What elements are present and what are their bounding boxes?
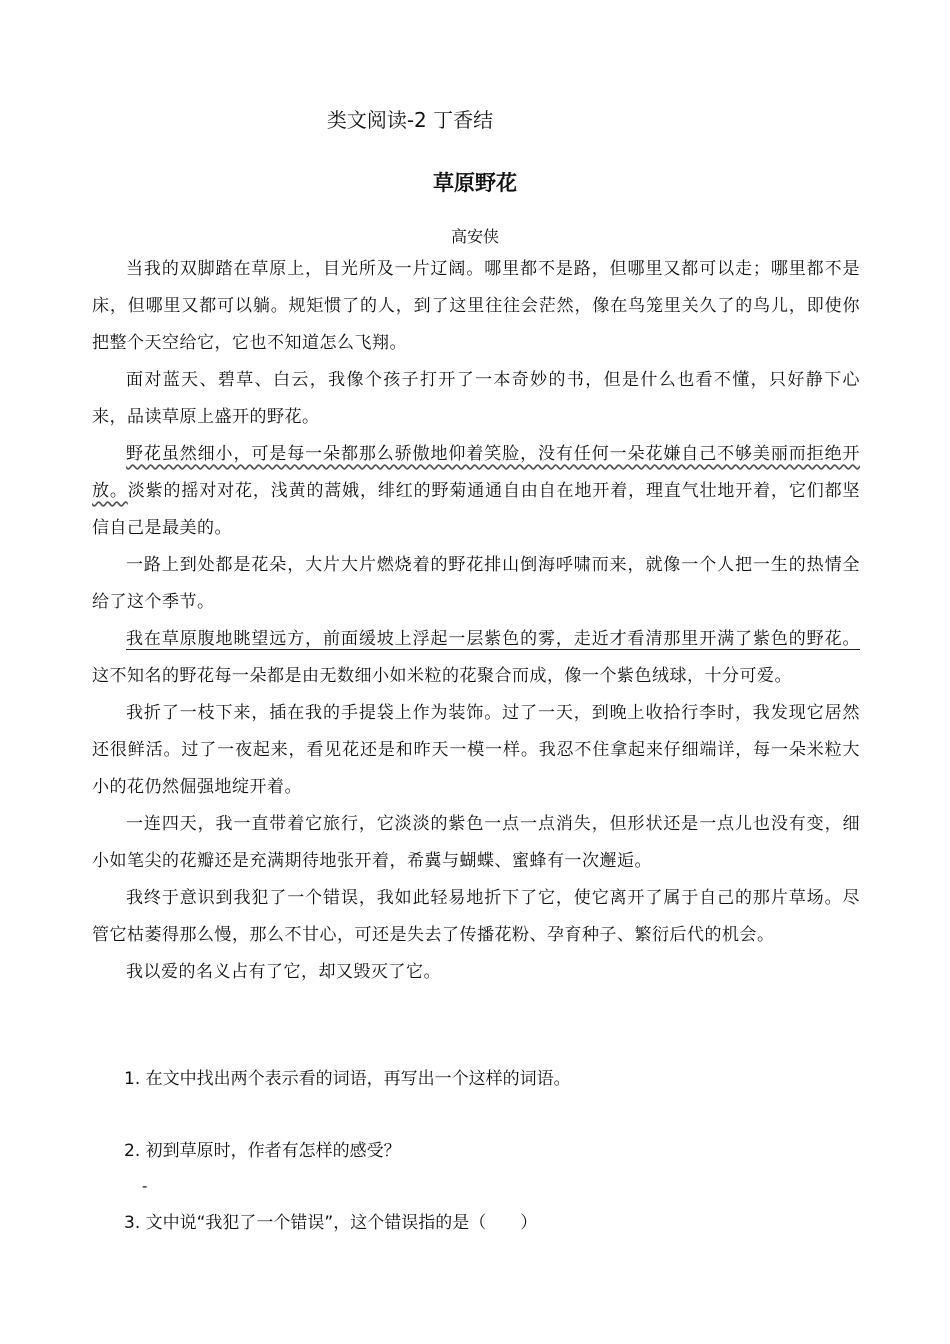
article-body	[92, 251, 860, 991]
paragraph-7: 一连四天，我一直带着它旅行，它淡淡的紫色一点一点消失，但形状还是一点儿也没有变，细小如笔尖的花瓣还是充满期待地张开着，希冀与蝴蝶、蜜蜂有一次邂逅。	[92, 814, 860, 871]
author-name: 高安侠	[450, 227, 499, 246]
underlined-sentence: 我在草原腹地眺望远方，前面缓坡上浮起一层紫色的雾，走近才看清那里开满了紫色的野花。	[126, 629, 860, 649]
question-1: 1. 在文中找出两个表示看的词语，再写出一个这样的词语。	[124, 1069, 571, 1089]
paragraph-3	[92, 436, 860, 547]
paragraph-5-rest: 这不知名的野花每一朵都是由无数细小如米粒的花聚合而成，像一个紫色绒球，十分可爱。	[92, 666, 792, 686]
wavy-underlined-sentence: 野花虽然细小，可是每一朵都那么骄傲地仰着笑脸，没有任何一朵花嫌自己不够美丽而拒绝开放。	[92, 444, 860, 501]
paragraph-3-rest: 淡紫的摇对对花，浅黄的蒿娥，绯红的野菊通通自由自在地开着，理直气壮地开着，它们都坚信自己是最美的。	[92, 481, 861, 538]
paragraph-5	[92, 621, 860, 695]
paragraph-4: 一路上到处都是花朵，大片大片燃烧着的野花排山倒海呼啸而来，就像一个人把一生的热情全给了这个季节。	[92, 555, 860, 612]
question-3: 3. 文中说“我犯了一个错误”，这个错误指的是（ ）	[124, 1213, 538, 1233]
article-title: 草原野花	[433, 171, 517, 195]
question-2: 2. 初到草原时，作者有怎样的感受？	[124, 1141, 401, 1161]
paragraph-2: 面对蓝天、碧草、白云，我像个孩子打开了一本奇妙的书，但是什么也看不懂，只好静下心来，品读草原上盛开的野花。	[92, 370, 860, 427]
series-title: 类文阅读-2 丁香结	[326, 108, 494, 132]
paragraph-1: 当我的双脚踏在草原上，目光所及一片辽阔。哪里都不是路，但哪里又都可以走；哪里都不是床，但哪里又都可以躺。规矩惯了的人，到了这里往往会茫然，像在鸟笼里关久了的鸟儿，即使你把整个天空给它，它也不知道怎么飞翔。	[92, 259, 860, 353]
answer-dash: -	[142, 1176, 148, 1195]
paragraph-9: 我以爱的名义占有了它，却又毁灭了它。	[126, 962, 441, 982]
paragraph-6: 我折了一枝下来，插在我的手提袋上作为装饰。过了一天，到晚上收拾行李时，我发现它居然还很鲜活。过了一夜起来，看见花还是和昨天一模一样。我忍不住拿起来仔细端详，每一朵米粒大小的花仍然倔强地绽开着。	[92, 703, 860, 797]
paragraph-8: 我终于意识到我犯了一个错误，我如此轻易地折下了它，使它离开了属于自己的那片草场。尽管它枯萎得那么慢，那么不甘心，可还是失去了传播花粉、孕育种子、繁衍后代的机会。	[92, 888, 860, 945]
